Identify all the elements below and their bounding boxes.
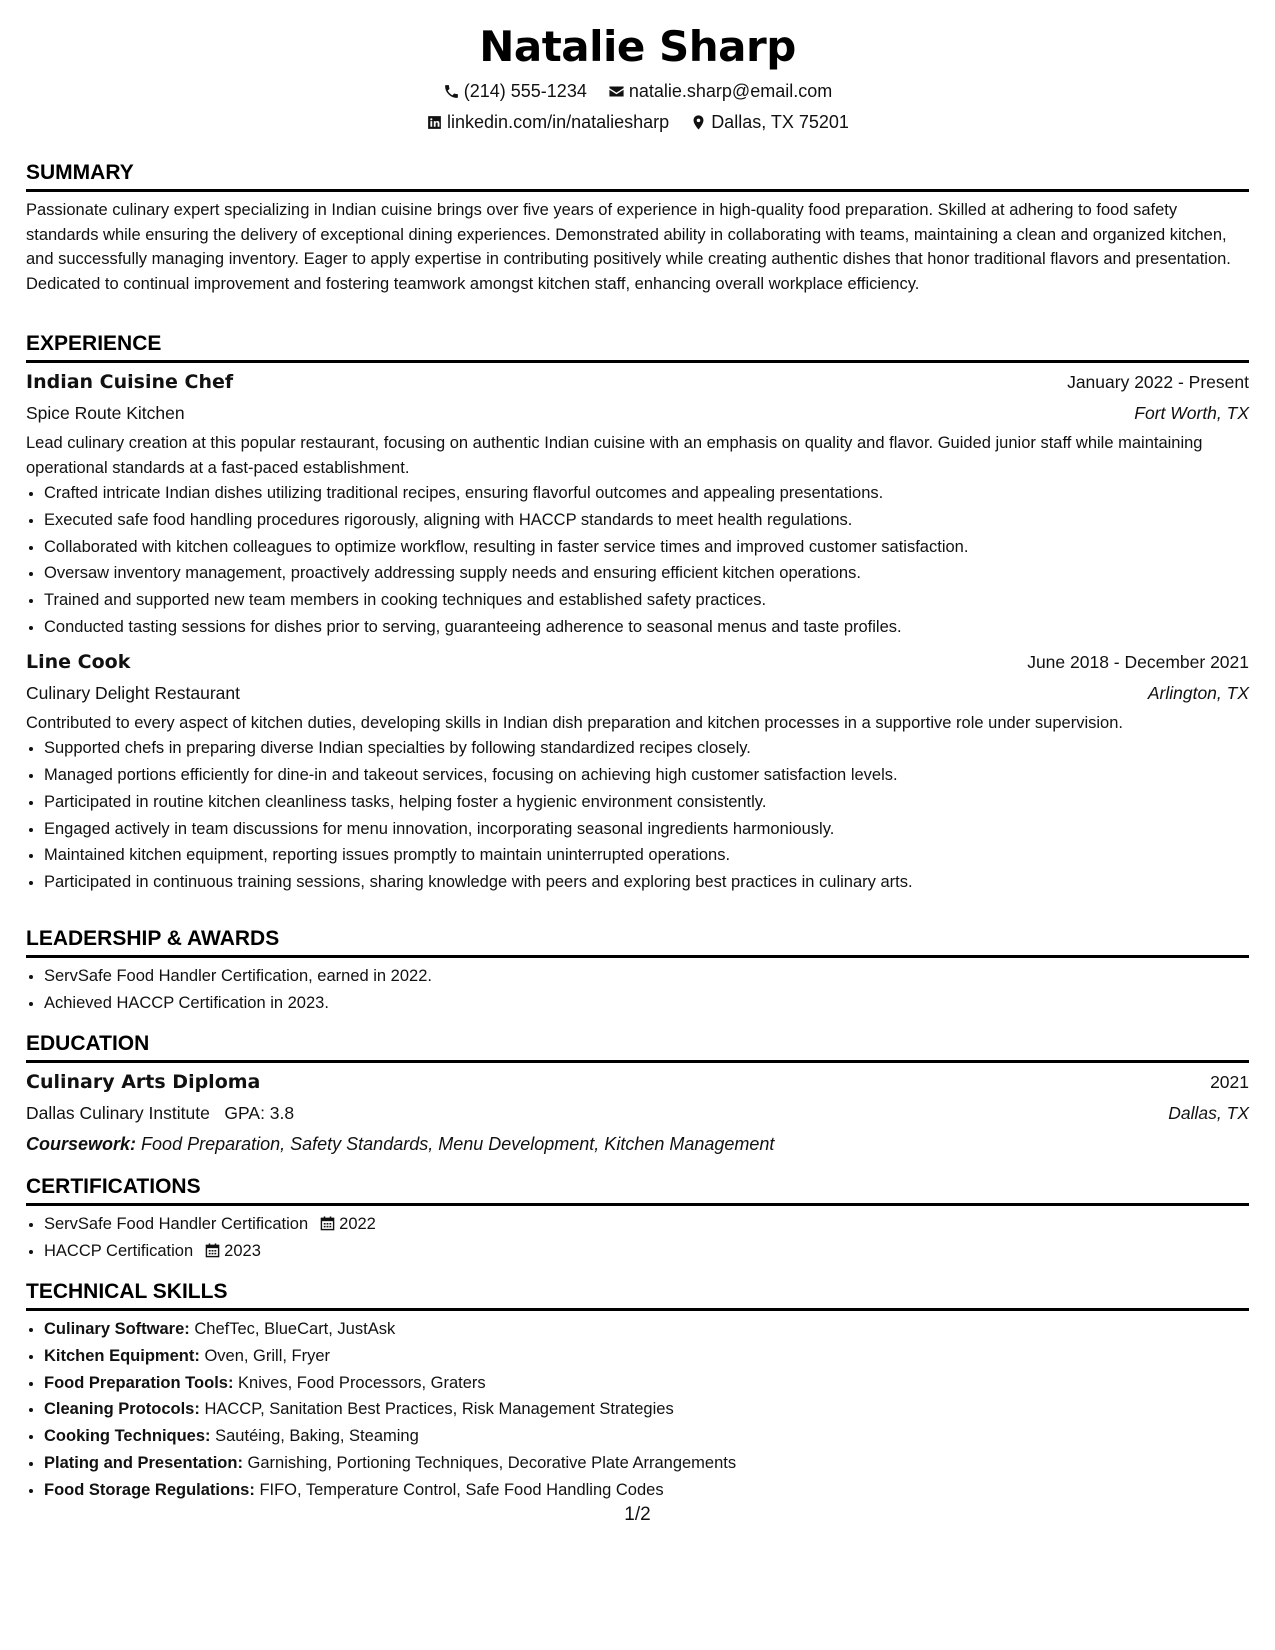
coursework-line (26, 1129, 1249, 1159)
job-location: Arlington, TX (1147, 682, 1249, 703)
skill-values: Sautéing, Baking, Steaming (215, 1427, 419, 1446)
summary-section (26, 160, 1249, 296)
list-item (44, 1423, 1249, 1450)
leadership-section (26, 926, 1249, 1017)
list-item (44, 1211, 1249, 1238)
skill-values: Knives, Food Processors, Graters (238, 1373, 486, 1392)
list-item: • ServSafe Food Handler Certification, earned in 2022. (44, 963, 1249, 990)
leadership-list (26, 963, 1249, 1017)
phone-contact[interactable] (443, 79, 587, 103)
location-text: Dallas, TX 75201 (711, 112, 849, 132)
list-item: • Executed safe food handling procedures rigorously, aligning with HACCP standards to meet health regulations. (44, 507, 1249, 534)
page-indicator: 1/2 (624, 1504, 651, 1525)
list-item (44, 1477, 1249, 1504)
list-item: • Oversaw inventory management, proactively addressing supply needs and ensuring efficient kitchen operations. (44, 560, 1249, 587)
certification-year: 2022 (339, 1215, 376, 1233)
job-location: Fort Worth, TX (1134, 403, 1249, 423)
list-item (44, 1343, 1249, 1370)
school-location: Dallas, TX (1168, 1103, 1249, 1123)
job-description: Contributed to every aspect of kitchen duties, developing skills in Indian dish preparation and kitchen processes in a supportive role under supervision. (26, 713, 1123, 732)
list-item: • Maintained kitchen equipment, reporting issues promptly to maintain uninterrupted operations. (44, 842, 1249, 869)
list-item (44, 1396, 1249, 1423)
skill-category: Kitchen Equipment: (44, 1346, 200, 1365)
list-item: • Trained and supported new team members in cooking techniques and established safety practices. (44, 587, 1249, 614)
section-title-leadership: LEADERSHIP & AWARDS (26, 926, 1249, 958)
candidate-name: Natalie Sharp (479, 22, 796, 71)
skill-category: Cooking Techniques: (44, 1427, 211, 1446)
map-pin-icon (690, 114, 707, 131)
skills-section (26, 1279, 1249, 1504)
certifications-list (26, 1211, 1249, 1265)
job-dates: June 2018 - December 2021 (1027, 651, 1249, 672)
contact-line-2 (26, 110, 1249, 137)
gpa: GPA: 3.8 (224, 1103, 295, 1123)
skill-category: Cleaning Protocols: (44, 1400, 200, 1419)
job-company: Spice Route Kitchen (26, 403, 185, 423)
section-title-experience: EXPERIENCE (26, 331, 1249, 363)
job-description: Lead culinary creation at this popular restaurant, focusing on authentic Indian cuisine with an emphasis on quality and flavor. Guided junior staff while maintaining operational standards at a fast-paced establishment. (26, 434, 1203, 477)
list-item: • Managed portions efficiently for dine-in and takeout services, focusing on achieving high customer satisfaction levels. (44, 762, 1249, 789)
certification-name: HACCP Certification (44, 1241, 194, 1260)
skill-category: Food Storage Regulations: (44, 1480, 255, 1499)
linkedin-text: linkedin.com/in/nataliesharp (447, 112, 670, 132)
section-title-education: EDUCATION (26, 1031, 1249, 1063)
contact-line-1 (26, 79, 1249, 106)
calendar-icon (205, 1243, 220, 1258)
school-name: Dallas Culinary Institute (26, 1103, 210, 1123)
school-line (26, 1097, 294, 1129)
graduation-year: 2021 (1210, 1072, 1249, 1092)
list-item (44, 1238, 1249, 1265)
job-bullets (26, 735, 1249, 896)
skill-category: Plating and Presentation: (44, 1453, 243, 1472)
section-title-certifications: CERTIFICATIONS (26, 1174, 1249, 1206)
location-contact (690, 110, 849, 134)
certification-year: 2023 (224, 1241, 261, 1260)
degree-name: Culinary Arts Diploma (26, 1071, 261, 1093)
skill-values: FIFO, Temperature Control, Safe Food Handling Codes (259, 1480, 664, 1499)
experience-section (26, 331, 1249, 896)
phone-text: (214) 555-1234 (463, 81, 587, 101)
linkedin-contact[interactable] (426, 110, 669, 134)
job-company: Culinary Delight Restaurant (26, 682, 240, 703)
envelope-icon (608, 83, 625, 100)
skill-values: HACCP, Sanitation Best Practices, Risk Management Strategies (204, 1400, 674, 1419)
job-entry-1 (26, 367, 1249, 641)
certification-name: ServSafe Food Handler Certification (44, 1215, 309, 1233)
job-bullets (26, 480, 1249, 641)
skill-values: ChefTec, BlueCart, JustAsk (194, 1320, 396, 1338)
skills-list (26, 1316, 1249, 1504)
coursework-label: Coursework: (26, 1134, 137, 1154)
education-section (26, 1031, 1249, 1159)
list-item (44, 1316, 1249, 1343)
summary-text: Passionate culinary expert specializing in Indian cuisine brings over five years of experience in high-quality food preparation. Skilled at adhering to food safety standards while ensuring the delivery of exceptional dining experiences. Demonstrated ability in collaborating with teams, maintaining a clean and organized kitchen, and successfully managing inventory. Eager to apply expertise in contributing positively while creating authentic dishes that honor traditional flavors and presentation. Dedicated to continual improvement and fostering teamwork amongst kitchen staff, enhancing overall workplace efficiency. (26, 201, 1231, 293)
list-item: • Participated in routine kitchen cleanliness tasks, helping foster a hygienic environment consistently. (44, 789, 1249, 816)
list-item (44, 1450, 1249, 1477)
list-item: • Collaborated with kitchen colleagues to optimize workflow, resulting in faster service times and improved customer satisfaction. (44, 534, 1249, 561)
list-item: • Crafted intricate Indian dishes utilizing traditional recipes, ensuring flavorful outcomes and appealing presentations. (44, 480, 1249, 507)
list-item: • Supported chefs in preparing diverse Indian specialties by following standardized recipes closely. (44, 735, 1249, 762)
skill-values: Garnishing, Portioning Techniques, Decorative Plate Arrangements (247, 1453, 737, 1472)
job-dates: January 2022 - Present (1067, 372, 1249, 392)
list-item: • Conducted tasting sessions for dishes prior to serving, guaranteeing adherence to seasonal menus and taste profiles. (44, 614, 1249, 641)
phone-icon (443, 83, 460, 100)
list-item: • Participated in continuous training sessions, sharing knowledge with peers and exploring best practices in culinary arts. (44, 869, 1249, 896)
job-role: Line Cook (26, 650, 131, 673)
skill-category: Culinary Software: (44, 1320, 190, 1338)
email-text: natalie.sharp@email.com (628, 81, 833, 101)
job-role: Indian Cuisine Chef (26, 371, 234, 393)
section-title-skills: TECHNICAL SKILLS (26, 1279, 1249, 1311)
calendar-icon (320, 1216, 335, 1231)
section-title-summary: SUMMARY (26, 160, 1249, 192)
skill-values: Oven, Grill, Fryer (204, 1346, 331, 1365)
list-item: • Engaged actively in team discussions for menu innovation, incorporating seasonal ingredients harmoniously. (44, 816, 1249, 843)
job-entry-2 (26, 647, 1249, 896)
coursework-text: Food Preparation, Safety Standards, Menu Development, Kitchen Management (141, 1134, 775, 1154)
list-item: • Achieved HACCP Certification in 2023. (44, 990, 1249, 1017)
email-contact[interactable] (608, 79, 832, 103)
certifications-section (26, 1174, 1249, 1265)
linkedin-icon (426, 114, 443, 131)
skill-category: Food Preparation Tools: (44, 1373, 234, 1392)
list-item (44, 1370, 1249, 1397)
